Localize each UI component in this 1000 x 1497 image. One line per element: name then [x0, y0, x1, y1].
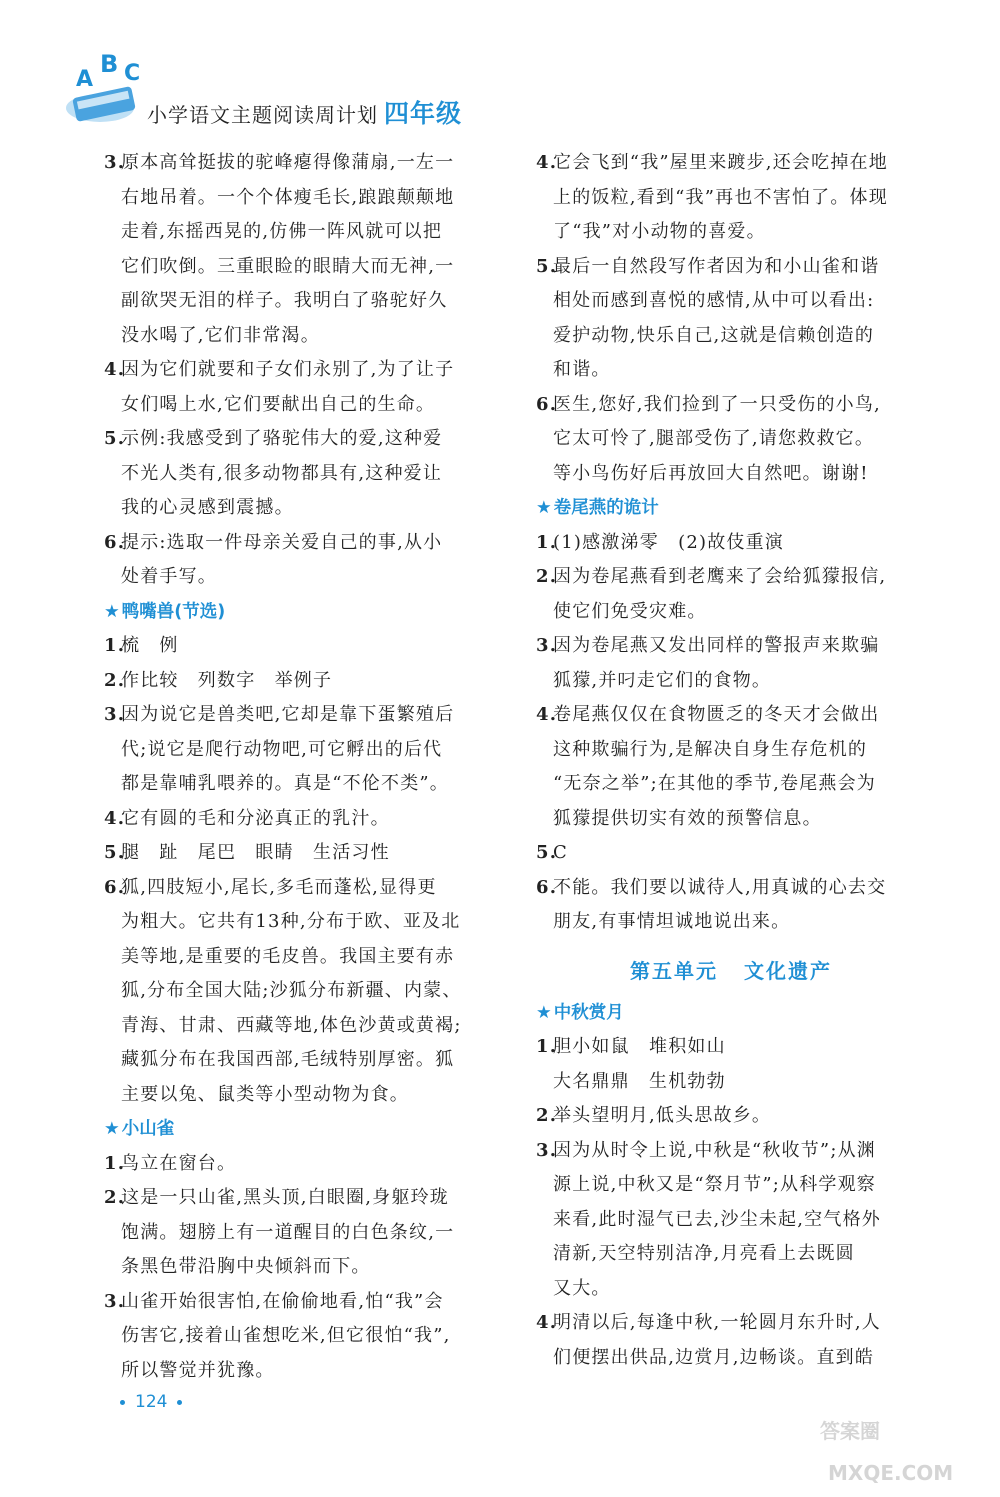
section-heading: [104, 595, 496, 630]
answer-text: 这是一只山雀,黑头顶,白眼圈,身躯玲珑: [121, 1187, 449, 1208]
item-number: 2.: [536, 566, 558, 587]
answer-text: 卷尾燕仅仅在食物匮乏的冬天才会做出: [553, 704, 880, 725]
answer-item: [536, 698, 926, 733]
section-heading: [104, 1112, 496, 1147]
answer-continuation: [536, 353, 926, 388]
item-number: 5.: [104, 428, 126, 449]
answer-text: 腿 趾 尾巴 眼睛 生活习性: [121, 842, 390, 863]
answer-continuation: [104, 1009, 496, 1044]
answer-text: 爱护动物,快乐自己,这就是信赖创造的: [553, 324, 875, 346]
item-number: 6.: [536, 393, 558, 415]
answer-continuation: [536, 1272, 926, 1307]
answer-continuation: [104, 940, 496, 975]
answer-text: C: [553, 842, 568, 863]
answer-item: [536, 629, 926, 664]
answer-text: 等小鸟伤好后再放回大自然吧。谢谢!: [553, 462, 869, 484]
item-number: 4.: [536, 152, 558, 173]
bullet-dot-icon: [120, 1400, 125, 1405]
answer-text: 我的心灵感到震撼。: [121, 497, 294, 518]
answer-continuation: [104, 560, 496, 595]
item-number: 1.: [104, 1152, 126, 1174]
answer-text: “无奈之举”;在其他的季节,卷尾燕会为: [553, 773, 876, 794]
item-number: 5.: [536, 842, 558, 863]
answer-text: 它们吹倒。三重眼睑的眼睛大而无神,一: [121, 255, 455, 277]
answer-text: 鸟立在窗台。: [121, 1152, 237, 1174]
answer-continuation: [104, 733, 496, 768]
answer-item: [104, 1181, 496, 1216]
answer-text: 源上说,中秋又是“祭月节”;从科学观察: [553, 1174, 876, 1195]
item-number: 4.: [104, 807, 126, 829]
section-heading: [536, 996, 926, 1031]
answer-continuation: [536, 767, 926, 802]
answer-text: 它有圆的毛和分泌真正的乳汁。: [121, 807, 390, 829]
answer-continuation: [536, 664, 926, 699]
answer-continuation: [104, 1043, 496, 1078]
answer-text: 了“我”对小动物的喜爱。: [553, 221, 766, 242]
answer-item: [536, 250, 926, 285]
unit-heading: [536, 954, 926, 988]
answer-continuation: [536, 595, 926, 630]
logo-letter-c: C: [124, 61, 141, 86]
watermark-url: MXQE.COM: [828, 1461, 954, 1485]
item-number: 6.: [104, 876, 126, 898]
answer-text: 作比较 列数字 举例子: [121, 669, 333, 691]
answer-continuation: [536, 1065, 926, 1100]
star-icon: ★: [536, 1002, 552, 1023]
item-number: 2.: [536, 1105, 558, 1126]
answer-continuation: [536, 422, 926, 457]
bullet-dot-icon: [177, 1400, 182, 1405]
answer-continuation: [536, 1237, 926, 1272]
item-number: 4.: [536, 704, 558, 725]
item-number: 5.: [536, 255, 558, 277]
answer-text: 提示:选取一件母亲关爱自己的事,从小: [121, 531, 443, 553]
answer-continuation: [536, 1168, 926, 1203]
answer-text: 朋友,有事情坦诚地说出来。: [553, 911, 791, 932]
item-number: 3.: [104, 704, 126, 725]
page-number-text: 124: [135, 1392, 168, 1412]
answer-item: [536, 526, 926, 561]
answer-text: 举头望明月,低头思故乡。: [553, 1105, 772, 1126]
answer-continuation: [536, 215, 926, 250]
answer-text: 原本高耸挺拔的驼峰瘪得像蒲扇,一左一: [121, 152, 455, 173]
item-number: 1.: [104, 635, 126, 656]
answer-continuation: [104, 250, 496, 285]
right-column: [536, 146, 926, 1375]
answer-text: 因为卷尾燕看到老鹰来了会给狐獴报信,: [553, 566, 887, 587]
star-icon: ★: [104, 601, 120, 622]
item-number: 6.: [536, 876, 558, 898]
answer-text: 右地吊着。一个个体瘦毛长,踉踉颠颠地: [121, 186, 455, 208]
answer-item: [104, 802, 496, 837]
answer-item: [536, 871, 926, 906]
answer-continuation: [104, 905, 496, 940]
answer-text: 藏狐分布在我国西部,毛绒特别厚密。狐: [121, 1049, 455, 1070]
answer-item: [536, 1099, 926, 1134]
answer-continuation: [104, 767, 496, 802]
answer-item: [536, 1134, 926, 1169]
answer-continuation: [536, 1203, 926, 1238]
answer-text: 因为卷尾燕又发出同样的警报声来欺骗: [553, 635, 880, 656]
answer-text: 明清以后,每逢中秋,一轮圆月东升时,人: [553, 1312, 881, 1333]
abc-book-logo-icon: [62, 52, 152, 130]
answer-text: 女们喝上水,它们要献出自己的生命。: [121, 393, 436, 415]
answer-text: 为粗大。它共有13种,分布于欧、亚及北: [121, 911, 461, 932]
answer-item: [104, 146, 496, 181]
answer-text: 山雀开始很害怕,在偷偷地看,怕“我”会: [121, 1290, 444, 1312]
answer-continuation: [104, 319, 496, 354]
answer-text: 梳 例: [121, 635, 179, 656]
page-number: [110, 1392, 192, 1412]
answer-continuation: [104, 1078, 496, 1113]
answer-text: 又大。: [553, 1277, 611, 1299]
answer-text: 它太可怜了,腿部受伤了,请您救救它。: [553, 428, 875, 449]
item-number: 3.: [536, 1139, 558, 1161]
answer-continuation: [536, 905, 926, 940]
answer-text: 狐,四肢短小,尾长,多毛而蓬松,显得更: [121, 876, 437, 898]
answer-item: [536, 146, 926, 181]
answer-text: 相处而感到喜悦的感情,从中可以看出:: [553, 290, 875, 311]
answer-text: 因为说它是兽类吧,它却是靠下蛋繁殖后: [121, 704, 455, 725]
answer-text: 们便摆出供品,边赏月,边畅谈。直到皓: [553, 1346, 875, 1368]
left-column: [104, 146, 496, 1388]
answer-continuation: [104, 974, 496, 1009]
unit-heading-part: 第五单元: [630, 958, 718, 983]
answer-item: [536, 836, 926, 871]
answer-item: [104, 698, 496, 733]
answer-text: 上的饭粒,看到“我”再也不害怕了。体现: [553, 186, 888, 208]
answer-text: 胆小如鼠 堆积如山: [553, 1036, 726, 1057]
answer-text: 因为它们就要和子女们永别了,为了让子: [121, 359, 455, 380]
item-number: 5.: [104, 842, 126, 863]
answer-text: 来看,此时湿气已去,沙尘未起,空气格外: [553, 1208, 881, 1230]
section-title: 中秋赏月: [553, 1002, 624, 1023]
item-number: 3.: [104, 152, 126, 173]
logo-letter-b: B: [100, 52, 119, 78]
item-number: 1.: [536, 531, 558, 553]
answer-text: 主要以兔、鼠类等小型动物为食。: [121, 1083, 409, 1105]
item-number: 1.: [536, 1036, 558, 1057]
answer-continuation: [536, 1341, 926, 1376]
logo-letter-a: A: [76, 67, 94, 92]
item-number: 6.: [104, 531, 126, 553]
series-title: 小学语文主题阅读周计划: [147, 103, 378, 127]
answer-text: 医生,您好,我们捡到了一只受伤的小鸟,: [553, 393, 881, 415]
answer-continuation: [104, 1250, 496, 1285]
answer-continuation: [104, 181, 496, 216]
item-number: 2.: [104, 669, 126, 691]
answer-text: 没水喝了,它们非常渴。: [121, 324, 320, 346]
answer-item: [104, 422, 496, 457]
answer-item: [104, 526, 496, 561]
answer-item: [104, 1147, 496, 1182]
grade-label: 四年级: [384, 99, 463, 128]
section-heading: [536, 491, 926, 526]
answer-item: [104, 1285, 496, 1320]
answer-item: [104, 664, 496, 699]
answer-continuation: [536, 181, 926, 216]
answer-text: 大名鼎鼎 生机勃勃: [553, 1070, 726, 1092]
star-icon: ★: [104, 1119, 120, 1139]
answer-item: [104, 836, 496, 871]
answer-text: 代;说它是爬行动物吧,可它孵出的后代: [121, 738, 443, 760]
unit-heading-part: 文化遗产: [744, 958, 832, 983]
answer-continuation: [104, 388, 496, 423]
series-title-line: [147, 94, 462, 130]
answer-text: (1)感激涕零 (2)故伎重演: [553, 531, 784, 553]
answer-item: [104, 871, 496, 906]
section-title: 卷尾燕的诡计: [553, 498, 659, 518]
answer-continuation: [104, 284, 496, 319]
answer-continuation: [104, 491, 496, 526]
answer-text: 条黑色带沿胸中央倾斜而下。: [121, 1256, 371, 1277]
answer-item: [536, 388, 926, 423]
item-number: 3.: [104, 1290, 126, 1312]
watermark: [814, 1400, 974, 1492]
answer-text: 青海、甘肃、西藏等地,体色沙黄或黄褐;: [121, 1014, 462, 1036]
answer-continuation: [536, 284, 926, 319]
answer-text: 饱满。翅膀上有一道醒目的白色条纹,一: [121, 1221, 455, 1243]
answer-text: 所以警觉并犹豫。: [121, 1359, 275, 1381]
answer-text: 因为从时令上说,中秋是“秋收节”;从渊: [553, 1139, 876, 1161]
item-number: 3.: [536, 635, 558, 656]
answer-text: 狐獴提供切实有效的预警信息。: [553, 807, 822, 829]
item-number: 4.: [536, 1312, 558, 1333]
answer-text: 最后一自然段写作者因为和小山雀和谐: [553, 255, 880, 277]
answer-continuation: [104, 1216, 496, 1251]
answer-continuation: [536, 319, 926, 354]
answer-continuation: [104, 457, 496, 492]
answer-text: 走着,东摇西晃的,仿佛一阵风就可以把: [121, 221, 443, 242]
answer-item: [536, 560, 926, 595]
item-number: 4.: [104, 359, 126, 380]
answer-text: 处着手写。: [121, 566, 217, 587]
answer-continuation: [104, 215, 496, 250]
answer-item: [104, 629, 496, 664]
answer-text: 和谐。: [553, 359, 611, 380]
answer-continuation: [104, 1319, 496, 1354]
answer-item: [536, 1030, 926, 1065]
answer-text: 这种欺骗行为,是解决自身生存危机的: [553, 738, 868, 760]
answer-text: 副欲哭无泪的样子。我明白了骆驼好久: [121, 290, 448, 311]
answer-text: 伤害它,接着山雀想吃米,但它很怕“我”,: [121, 1325, 451, 1346]
answer-continuation: [536, 733, 926, 768]
answer-continuation: [536, 802, 926, 837]
page-header: [62, 52, 562, 132]
section-title: 鸭嘴兽(节选): [121, 601, 226, 622]
answer-item: [536, 1306, 926, 1341]
answer-continuation: [536, 457, 926, 492]
answer-text: 狐,分布全国大陆;沙狐分布新疆、内蒙、: [121, 980, 462, 1001]
section-title: 小山雀: [121, 1119, 175, 1139]
star-icon: ★: [536, 498, 552, 518]
answer-text: 不光人类有,很多动物都具有,这种爱让: [121, 462, 443, 484]
answer-text: 使它们免受灾难。: [553, 600, 707, 622]
answer-text: 示例:我感受到了骆驼伟大的爱,这种爱: [121, 428, 443, 449]
answer-continuation: [104, 1354, 496, 1389]
answer-text: 它会飞到“我”屋里来踱步,还会吃掉在地: [553, 152, 888, 173]
answer-text: 美等地,是重要的毛皮兽。我国主要有赤: [121, 945, 455, 967]
answer-text: 都是靠哺乳喂养的。真是“不伦不类”。: [121, 773, 450, 794]
answer-text: 清新,天空特别洁净,月亮看上去既圆: [553, 1243, 855, 1264]
item-number: 2.: [104, 1187, 126, 1208]
watermark-text: 答案圈: [820, 1419, 880, 1443]
answer-text: 不能。我们要以诚待人,用真诚的心去交: [553, 876, 887, 898]
answer-item: [104, 353, 496, 388]
answer-text: 狐獴,并叼走它们的食物。: [553, 669, 772, 691]
